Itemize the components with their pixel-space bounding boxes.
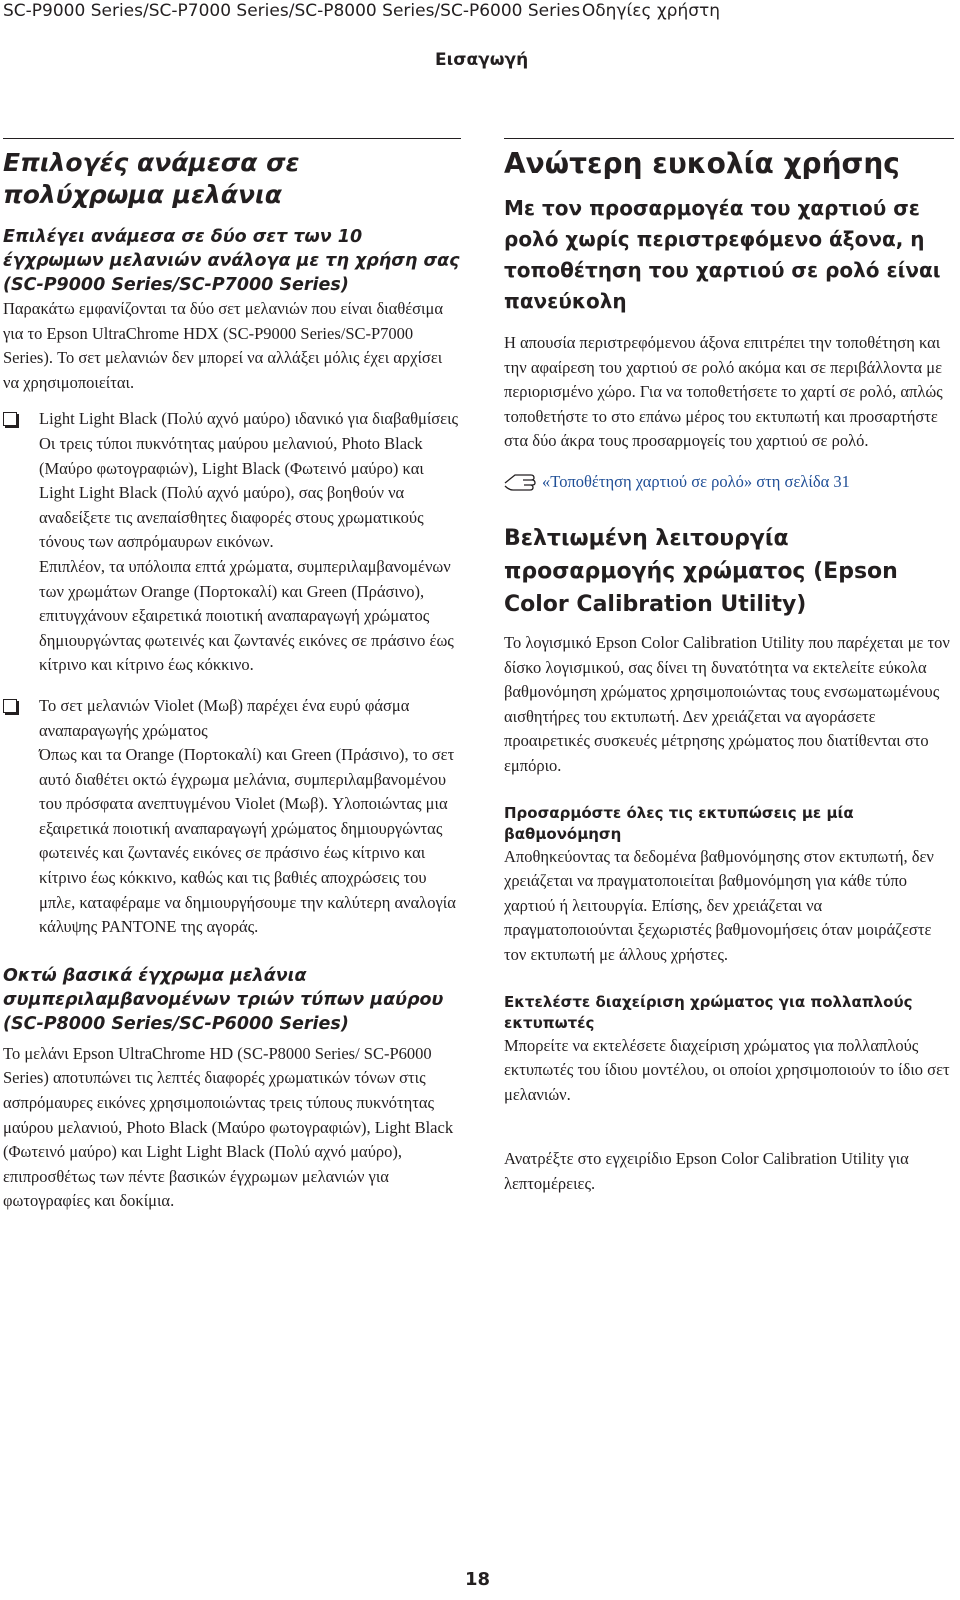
basic-inks-paragraph: Το μελάνι Epson UltraChrome HD (SC-P8000 Series/ SC-P6000 Series) αποτυπώνει τις λεπτές διαφορές χρωματικών τόνων στις ασπρόμαυρες εικόνες χρησιμοποιώντας τρεις τύπους πυκνότητας μαύρου μελανιού, Photo Black (Μαύρο φωτογραφιών), Light Black (Φωτεινό μαύρο) και Light Light Black (Πολύ αχνό μαύρο), επιπροσθέτως των πέντε βασικών έγχρωμων μελανιών για φωτογραφίες και δοκίμια. [3,1043,454,1211]
ink-sets-intro: Παρακάτω εμφανίζονται τα δύο σετ μελανιών που είναι διαθέσιμα για το Epson UltraChrome HDX (SC-P9000 Series/SC-P7000 Series). Το σετ μελανιών δεν μπορεί να αλλάξει μόλις έχει αρχίσει να χρησιμοποιείται. [3,299,443,392]
bullet-light-light-black [3,407,461,678]
single-calibration-paragraph: Αποθηκεύοντας τα δεδομένα βαθμονόμησης στον εκτυπωτή, δεν χρειάζεται να πραγματοποιείται βαθμονόμηση για κάθε τύπο χαρτιού ή λειτουργία. Επίσης, δεν χρειάζεται να πραγματοποιούνται ξεχωριστές βαθμονομήσεις όταν μοιράζεστε τον εκτυπωτή με άλλους χρήστες. [504,846,934,964]
bullet-title: Το σετ μελανιών Violet (Μωβ) παρέχει ένα ευρύ φάσμα αναπαραγωγής χρώματος [39,695,410,740]
pointing-hand-icon [504,472,536,492]
multi-printer-subheading: Εκτελέστε διαχείριση χρώματος για πολλαπλούς εκτυπωτές [504,992,913,1032]
page-number: 18 [465,1569,491,1590]
calibration-paragraph: Το λογισμικό Epson Color Calibration Utility που παρέχεται με τον δίσκο λογισμικού, σας δίνει τη δυνατότητα να εκτελείτε εύκολα βαθμονόμηση χρώματος χρησιμοποιώντας τους ενσωματωμένους αισθητήρες του εκτυπωτή. Δεν χρειάζεται να αγοράσετε προαιρετικές συσκευές μέτρησης χρώματος που διατίθενται στο εμπόριο. [504,632,950,775]
right-column [504,138,954,1196]
bullet-violet [3,694,461,940]
left-column-rule [3,138,461,139]
bullet-text: Οι τρεις τύποι πυκνότητας μαύρου μελανιού, Photo Black (Μαύρο φωτογραφιών), Light Black (Φωτεινό μαύρο) και Light Light Black (Πολύ αχνό μαύρο), σας βοηθούν να αναδείξετε τις ανεπαίσθητες διαφορές στους χρωματικούς τόνους των ασπρόμαυρων εικόνων. [39,433,424,552]
right-column-rule [504,138,954,139]
reference-paragraph: Ανατρέξτε στο εγχειρίδιο Epson Color Calibration Utility για λεπτομέρειες. [504,1149,909,1193]
bullet-text: Επιπλέον, τα υπόλοιπα επτά χρώματα, συμπεριλαμβανομένων των χρωμάτων Orange (Πορτοκαλί) και Green (Πράσινο), επιτυγχάνουν εξαιρετικά ποιοτική αναπαραγωγή χρώματος δημιουργώντας φωτεινές και ζωντανές εικόνες σε πράσινο έως κίτρινο και κίτρινο έως κόκκινο. [39,556,454,675]
section-label: Εισαγωγή [435,50,529,70]
right-heading: Ανώτερη ευκολία χρήσης [504,147,900,180]
roll-adapter-subheading: Με τον προσαρμογέα του χαρτιού σε ρολό χωρίς περιστρεφόμενο άξονα, η τοποθέτηση του χαρτιού σε ρολό είναι πανεύκολη [504,196,941,313]
calibration-subheading: Βελτιωμένη λειτουργία προσαρμογής χρώματος (Epson Color Calibration Utility) [504,525,898,617]
roll-adapter-paragraph: Η απουσία περιστρεφόμενου άξονα επιτρέπει την τοποθέτηση και την αφαίρεση του χαρτιού σε ρολό ακόμα και σε περιβάλλοντα με περιορισμένο χώρο. Για να τοποθετήσετε το χαρτί σε ρολό, απλώς τοποθετήστε το στο επάνω μέρος του εκτυπωτή και προσαρτήστε στα δύο άκρα τους προσαρμογείς του χαρτιού σε ρολό. [504,333,943,451]
single-calibration-subheading: Προσαρμόστε όλες τις εκτυπώσεις με μία βαθμονόμηση [504,803,854,843]
running-header-guide: Οδηγίες χρήστη [581,1,720,21]
checkbox-bullet-icon [3,699,17,713]
bullet-text: Όπως και τα Orange (Πορτοκαλί) και Green (Πράσινο), το σετ αυτό διαθέτει οκτώ έγχρωμα μελάνια, συμπεριλαμβανομένου του πρόσφατα ανεπτυγμένου Violet (Μωβ). Υλοποιώντας μια εξαιρετικά ποιοτική αναπαραγωγή χρώματος δημιουργώντας φωτεινές και ζωντανές εικόνες σε πράσινο έως κίτρινο και κίτρινο έως κόκκινο, καθώς και τις βαθιές αποχρώσεις του μπλε, καταφέραμε να δημιουργήσουμε την καλύτερη αναλογία κάλυψης PANTONE της αγοράς. [39,745,456,937]
roll-paper-link-text[interactable]: «Τοποθέτηση χαρτιού σε ρολό» στη σελίδα 31 [542,471,850,491]
running-header-title: SC-P9000 Series/SC-P7000 Series/SC-P8000 Series/SC-P6000 Series [3,1,581,21]
left-column [3,138,461,1214]
left-heading: Επιλογές ανάμεσα σε πολύχρωμα μελάνια [3,148,300,209]
bullet-title: Light Light Black (Πολύ αχνό μαύρο) ιδανικό για διαβαθμίσεις [39,409,459,429]
basic-inks-subheading: Οκτώ βασικά έγχρωμα μελάνια συμπεριλαμβανομένων τριών τύπων μαύρου (SC-P8000 Series/SC-P6000 Series) [3,965,444,1034]
roll-paper-link[interactable] [504,470,954,494]
checkbox-bullet-icon [3,412,17,426]
multi-printer-paragraph: Μπορείτε να εκτελέσετε διαχείριση χρώματος για πολλαπλούς εκτυπωτές του ίδιου μοντέλου, οι οποίοι χρησιμοποιούν το ίδιο σετ μελανιών. [504,1035,950,1104]
ink-sets-subheading: Επιλέγει ανάμεσα σε δύο σετ των 10 έγχρωμων μελανιών ανάλογα με τη χρήση σας (SC-P9000 Series/SC-P7000 Series) [3,227,460,295]
